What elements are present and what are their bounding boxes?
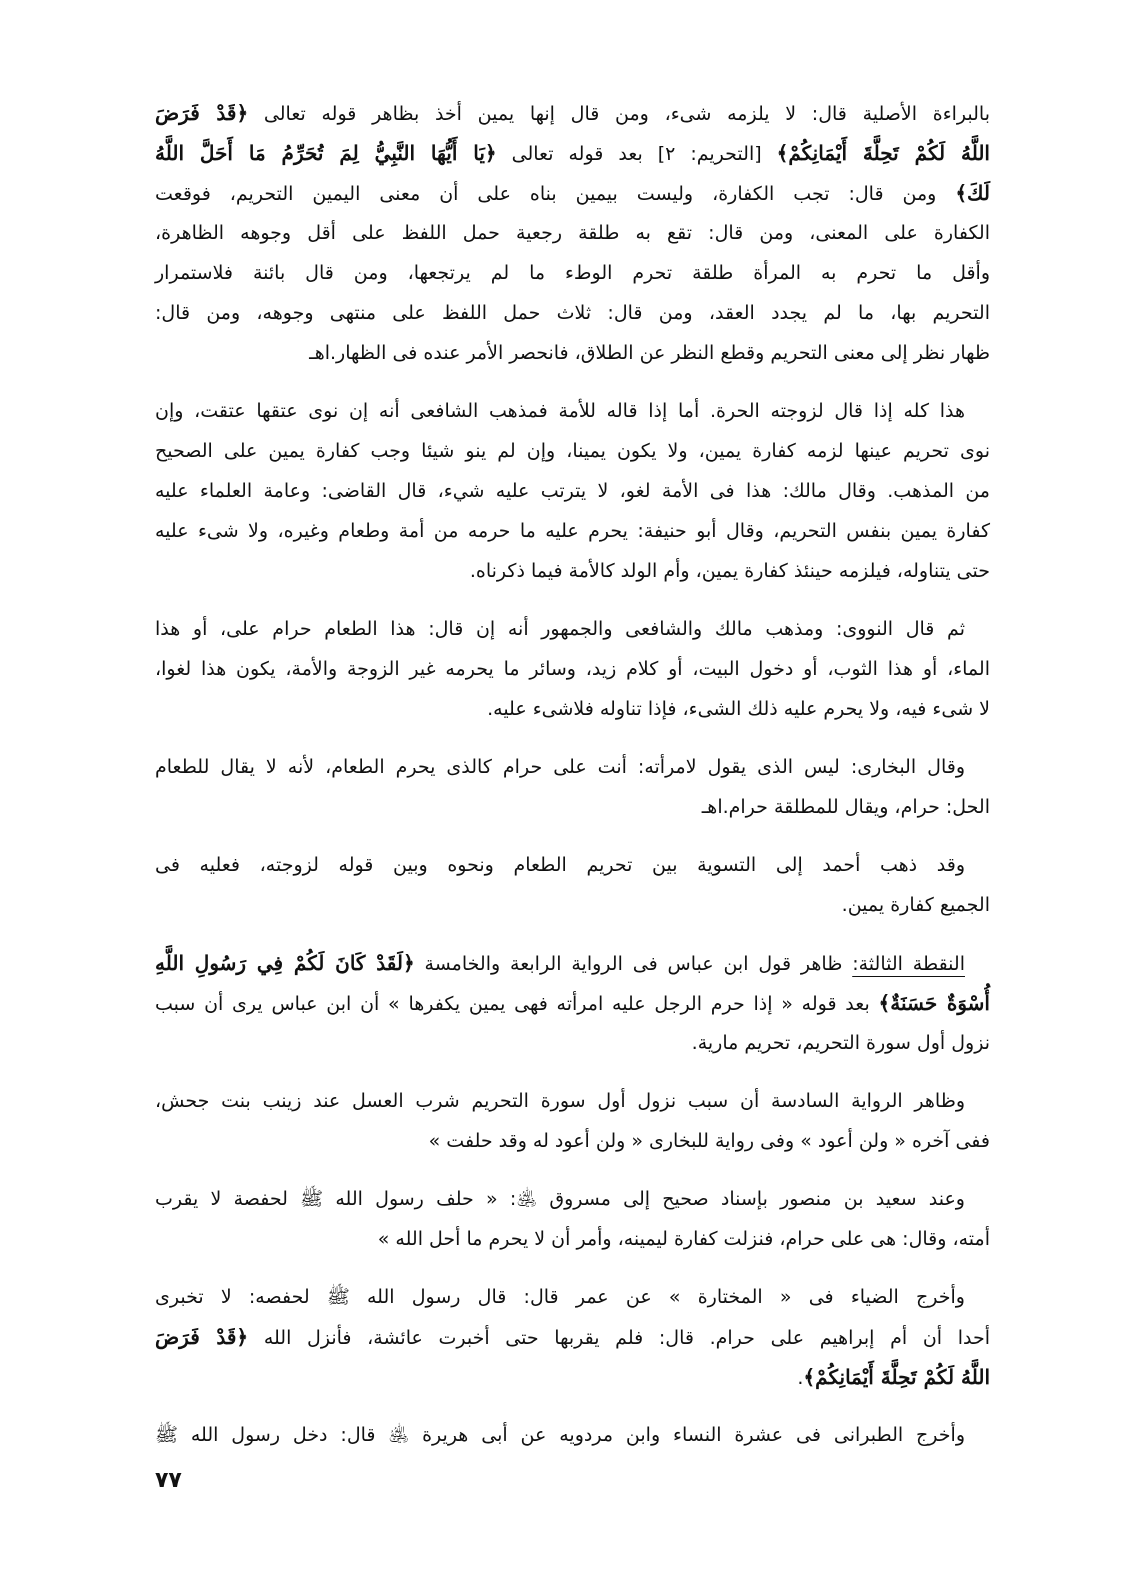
text-line xyxy=(155,551,990,591)
text-segment: نزول أول سورة التحريم، تحريم مارية. xyxy=(691,1032,990,1054)
text-segment: هذا كله إذا قال لزوجته الحرة. أما إذا قاله للأمة فمذهب الشافعى أنه إن نوى عتقها عتقت، وإن xyxy=(155,400,965,422)
paragraph xyxy=(155,943,990,1063)
text-segment: الكفارة على المعنى، ومن قال: تقع به طلقة رجعية حمل اللفظ على أقل وجوهه الظاهرة، xyxy=(155,222,990,244)
text-line xyxy=(155,93,990,133)
text-line xyxy=(155,511,990,551)
text-segment: وأقل ما تحرم به المرأة طلقة تحرم الوطء ما لم يرتجعها، ومن قال بائنة فلاستمرار xyxy=(155,262,990,284)
text-segment: أحدا أن أم إبراهيم على حرام. قال: فلم يقربها حتى أخبرت عائشة، فأنزل الله xyxy=(248,1327,990,1349)
text-segment: . xyxy=(797,1367,804,1389)
text-segment: بالبراءة الأصلية قال: لا يلزمه شىء، ومن قال إنها يمين أخذ بظاهر قوله تعالى xyxy=(248,103,990,125)
text-line xyxy=(155,1277,990,1317)
text-segment: لا شىء فيه، ولا يحرم عليه ذلك الشىء، فإذا تناوله فلاشىء عليه. xyxy=(487,698,990,720)
text-segment: نوى تحريم عينها لزمه كفارة يمين، ولا يكون يمينا، وإن لم ينو شيئا وجب كفارة يمين على الصحيح xyxy=(155,440,990,462)
paragraph xyxy=(155,93,990,373)
text-segment: وظاهر الرواية السادسة أن سبب نزول أول سورة التحريم شرب العسل عند زينب بنت جحش، xyxy=(155,1090,965,1112)
text-segment: وقال البخارى: ليس الذى يقول لامرأته: أنت على حرام كالذى يحرم الطعام، لأنه لا يقال للطعام xyxy=(155,756,965,778)
text-segment: الماء، أو هذا الثوب، أو دخول البيت، أو كلام زيد، وسائر ما يحرمه غير الزوجة والأمة، يكون هذا لغوا، xyxy=(155,658,990,680)
text-line xyxy=(155,253,990,293)
quran-verse: ﴿لَقَدْ كَانَ لَكُمْ فِي رَسُولِ اللَّهِ xyxy=(155,951,415,975)
text-line xyxy=(155,787,990,827)
text-segment: كفارة يمين بنفس التحريم، وقال أبو حنيفة: يحرم عليه ما حرمه من أمة وطعام وغيره، ولا شىء عليه xyxy=(155,520,990,542)
quran-verse: لَكَ﴾ xyxy=(955,181,990,205)
quran-verse: اللَّهُ لَكُمْ تَحِلَّةَ أَيْمَانِكُمْ﴾ xyxy=(803,1365,990,1389)
text-segment: الحل: حرام، ويقال للمطلقة حرام.اهـ xyxy=(701,796,990,818)
paragraph xyxy=(155,609,990,729)
paragraph xyxy=(155,1415,990,1455)
text-segment: الجميع كفارة يمين. xyxy=(841,894,990,916)
paragraph xyxy=(155,747,990,827)
text-segment: وأخرج الضياء فى « المختارة » عن عمر قال: قال رسول الله ﷺ لحفصه: لا تخبرى xyxy=(155,1286,965,1308)
quran-verse: ﴿يَا أَيُّهَا النَّبِيُّ لِمَ تُحَرِّمُ مَا أَحَلَّ اللَّهُ xyxy=(155,141,497,165)
page-body-text xyxy=(155,93,990,1455)
paragraph xyxy=(155,1081,990,1161)
text-segment: حتى يتناوله، فيلزمه حينئذ كفارة يمين، وأم الولد كالأمة فيما ذكرناه. xyxy=(469,560,990,582)
paragraph xyxy=(155,1277,990,1397)
text-line xyxy=(155,609,990,649)
text-line xyxy=(155,1081,990,1121)
text-segment: أمته، وقال: هى على حرام، فنزلت كفارة ليمينه، وأمر أن لا يحرم ما أحل الله » xyxy=(377,1228,990,1250)
text-segment: ثم قال النووى: ومذهب مالك والشافعى والجمهور أنه إن قال: هذا الطعام حرام على، أو هذا xyxy=(155,618,965,640)
text-segment: التحريم بها، ما لم يجدد العقد، ومن قال: ثلاث حمل اللفظ على منتهى وجوهه، ومن قال: xyxy=(155,302,990,324)
text-segment: وقد ذهب أحمد إلى التسوية بين تحريم الطعام ونحوه وبين قوله لزوجته، فعليه فى xyxy=(155,854,965,876)
text-line xyxy=(155,133,990,173)
text-line xyxy=(155,173,990,213)
text-line xyxy=(155,1357,990,1397)
text-segment: وعند سعيد بن منصور بإسناد صحيح إلى مسروق ﵁: « حلف رسول الله ﷺ لحفصة لا يقرب xyxy=(155,1188,965,1210)
text-line xyxy=(155,1179,990,1219)
quran-verse: ﴿قَدْ فَرَضَ xyxy=(155,101,249,125)
text-segment: ففى آخره « ولن أعود » وفى رواية للبخارى « ولن أعود له وقد حلفت » xyxy=(428,1130,990,1152)
text-line xyxy=(155,943,990,983)
quran-verse: أُسْوَةٌ حَسَنَةٌ﴾ xyxy=(878,991,990,1015)
quran-verse: اللَّهُ لَكُمْ تَحِلَّةَ أَيْمَانِكُمْ﴾ xyxy=(776,141,990,165)
quran-verse: ﴿قَدْ فَرَضَ xyxy=(155,1325,249,1349)
text-segment: من المذهب. وقال مالك: هذا فى الأمة لغو، لا يترتب عليه شيء، قال القاضى: وعامة العلماء عليه xyxy=(155,480,990,502)
text-line xyxy=(155,845,990,885)
text-line xyxy=(155,885,990,925)
text-line xyxy=(155,1317,990,1357)
text-line xyxy=(155,747,990,787)
section-heading: النقطة الثالثة: xyxy=(852,953,965,975)
paragraph xyxy=(155,845,990,925)
text-line xyxy=(155,1219,990,1259)
text-segment: ومن قال: تجب الكفارة، وليست بيمين بناه على أن معنى اليمين التحريم، فوقعت xyxy=(155,183,956,205)
page-number: ٧٧ xyxy=(155,1468,182,1493)
text-line xyxy=(155,1415,990,1455)
paragraph xyxy=(155,391,990,591)
text-line xyxy=(155,431,990,471)
text-line xyxy=(155,471,990,511)
text-line xyxy=(155,689,990,729)
text-segment: بعد قوله « إذا حرم الرجل عليه امرأته فهى يمين يكفرها » أن ابن عباس يرى أن سبب xyxy=(155,993,879,1015)
text-segment: ظاهر قول ابن عباس فى الرواية الرابعة والخامسة xyxy=(414,953,853,975)
text-line xyxy=(155,333,990,373)
text-line xyxy=(155,293,990,333)
text-line xyxy=(155,1121,990,1161)
text-segment: وأخرج الطبرانى فى عشرة النساء وابن مردويه عن أبى هريرة ﵁ قال: دخل رسول الله ﷺ xyxy=(155,1424,965,1446)
text-line xyxy=(155,983,990,1023)
text-segment: [التحريم: ٢] بعد قوله تعالى xyxy=(496,143,777,165)
text-line xyxy=(155,1023,990,1063)
text-line xyxy=(155,391,990,431)
text-line xyxy=(155,649,990,689)
text-line xyxy=(155,213,990,253)
paragraph xyxy=(155,1179,990,1259)
text-segment: ظهار نظر إلى معنى التحريم وقطع النظر عن الطلاق، فانحصر الأمر عنده فى الظهار.اهـ xyxy=(309,342,990,364)
